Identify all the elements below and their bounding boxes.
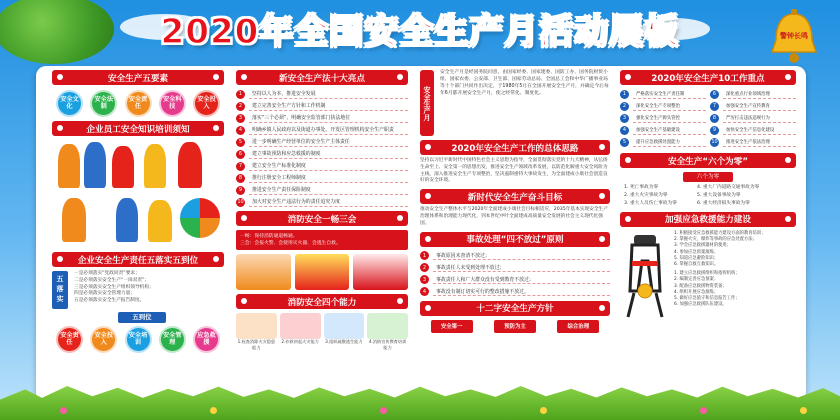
column-4 [620,70,796,321]
ten-focus-grid [620,89,796,149]
emergency-block [620,231,796,321]
flower-decoration [380,407,387,414]
twelve-words-row [420,320,610,333]
safety-month-block [420,70,610,136]
in-place-circle: 安全培训 [125,326,152,353]
emergency-line: 5. 知道应急避险知识； [674,255,719,261]
overall-idea-text: 坚持以习近平新时代中国特色社会主义思想为指导，全面贯彻落实党的十九大精神，从弘扬生命至上、安全第一的思想出发，推进安全生产领域改革发展，以防范化解重大安全风险为主线，深入推进安全生产专项整治，坚决遏制重特大事故发生，为全面建成小康社会创造良好的安全环境。 [420,158,608,184]
flower-decoration [700,407,707,414]
four-not-let-go-list [420,251,610,297]
element-circle: 安全责任 [125,90,152,117]
list-item: 5 提升应急救援处置能力 [620,137,706,147]
section-header-fire-four: 消防安全四个能力 [236,294,408,309]
flower-decoration [210,407,217,414]
list-item: 5 进一步明确生产经营单位的安全生产主体责任 [236,137,408,147]
section-header-emergency: 加强应急救援能力建设 [620,212,796,227]
in-place-circle: 安全责任 [56,326,83,353]
section-header-six-zero: 安全生产“六个为零” [620,153,796,168]
worker-illustration [84,142,106,188]
bell-icon [766,8,822,70]
ability-card: 1.检查消除火灾隐患能力 [236,313,277,351]
six-zero-grid [620,184,796,208]
safety-month-vertical: 安全生产月 [420,70,434,136]
emergency-line: 4. 参加应急预案演练； [674,249,719,255]
policy-tag: 预防为主 [494,320,536,333]
ability-card: 2.扑救初起火灾能力 [280,313,321,351]
list-item: 10 推进安全生产依法治理 [710,137,796,147]
responsibility-line: 三是必须落实安全生产组织领导机构； [74,284,154,290]
flower-decoration [540,407,547,414]
element-circle: 安全投入 [193,90,220,117]
list-item: 8 严厉打击违法违规行为 [710,113,796,123]
section-header-responsibility: 企业安全生产责任五落实五到位 [52,252,224,267]
side-label-char: 落 [56,285,64,293]
workers-illustration [52,140,224,250]
list-item: 7 加强安全生产宣传教育 [710,101,796,111]
in-place-circle: 安全管理 [159,326,186,353]
emergency-line: 6. 掌握自救互救知识。 [674,262,719,268]
list-item: 7 建立安全生产标准化制度 [236,161,408,171]
policy-tag: 安全第一 [431,320,473,333]
list-item: 4 明确乡镇人民政府以及街道办事处、开发区管理机构安全生产职责 [236,125,408,135]
emergency-line: 5. 做好应急值守和信息报告工作； [674,296,740,302]
emergency-line: 1. 积极接受应急救援能力建设方面的教育培训； [674,230,766,236]
element-circle: 安全法制 [90,90,117,117]
list-item: 9 推进安全生产责任保险制度 [236,185,408,195]
responsibility-line: 二是必须落实安全生产“一岗双责”； [74,277,150,283]
fire-scene-illustration [295,254,350,290]
element-circle: 安全科技 [159,90,186,117]
section-header-four-not-let-go: 事故处理“四不放过”原则 [420,232,610,247]
firefighter-illustration [236,254,291,290]
list-item: 9 加快安全生产信息化建设 [710,125,796,135]
safety-month-text: 安全生产月是经国务院同意，由国家经委、国家建委、国防工办、国务院财贸小组、国家农委、公安部、卫生部、国家劳动总局、全国总工会和中华广播事业局等十个部门共同作出决定，于1980年5月在全国开展安全生产月，并确定今后每年6月都开展安全生产月，使之经常化、制度化。 [440,70,609,96]
list-item: 6 建立事故预防和应急救援的制度 [236,149,408,159]
five-in-place-tag: 五到位 [118,312,166,323]
responsibility-lines [68,271,154,309]
harness-illustration [620,231,670,321]
responsibility-line: 一是必须落实“党政同责”要求； [74,271,140,276]
zero-item: 4. 重大厂内道路交通事故为零 [697,185,760,190]
four-abilities [236,313,408,351]
responsibility-block [52,271,224,309]
list-item: 10 加大对安全生产违法行为的责任追究力度 [236,197,408,207]
highlights-list [236,89,408,207]
column-2 [236,70,408,352]
grass-decoration [0,386,840,420]
section-header-training: 企业员工安全知识培训须知 [52,121,224,136]
list-item: 1 事故原因未查清不放过； [420,251,610,261]
list-item: 4 事故没有制订切实可行的整改措施不放过。 [420,287,610,297]
list-item: 2 建立完善安全生产方针和工作机制 [236,101,408,111]
in-place-circle: 应急救援 [193,326,220,353]
section-header-new-era-goal: 新时代安全生产奋斗目标 [420,189,610,204]
list-item: 3 事故责任人和广大群众没有受到教育不放过； [420,275,610,285]
side-label [52,271,68,309]
emergency-line: 3. 学会应急救援器材的使用； [674,243,732,249]
five-in-place-row [56,326,220,353]
policy-tag: 综合治理 [557,320,599,333]
fire-note-line: 三会：会报火警、会使用灭火器、会逃生自救。 [240,241,341,247]
zero-item: 5. 重大设备事故为零 [697,192,741,198]
fire-note-line: 一畅：保持消防通道畅通。 [240,234,298,239]
list-item: 6 深化重点行业领域治理 [710,89,796,99]
worker-illustration [62,198,86,242]
zero-item: 2. 重大火灾事故为零 [624,192,668,198]
bell-label: 警钟长鸣 [780,32,808,40]
zero-item: 6. 重大经济损失事故为零 [697,200,750,206]
fire-illustration [236,254,408,290]
five-elements-row [56,90,220,117]
section-header-ten-highlights: 新安全生产法十大亮点 [236,70,408,85]
list-item: 2 深化安全生产专项整治 [620,101,706,111]
emergency-line: 2. 编制完善应急预案； [674,277,719,283]
worker-illustration [178,142,202,188]
emergency-line: 3. 配备应急救援物资装备； [674,283,727,289]
ability-card: 3.组织疏散逃生能力 [324,313,365,351]
emergency-line: 2. 掌握火灾、爆炸等事故的应急处置方法； [674,237,757,243]
list-item: 3 落实“三个必须”，明确安全监管部门执法地位 [236,113,408,123]
list-item: 3 强化安全生产源头管控 [620,113,706,123]
section-header-fire-three: 消防安全一畅三会 [236,211,408,226]
emergency-line: 1. 建立应急救援组织和指挥机构； [674,271,740,277]
worker-illustration [144,144,166,188]
emergency-line: 6. 加强应急救援队伍建设。 [674,302,727,308]
worker-illustration [148,200,172,242]
list-item: 2 事故责任人未受到处理不放过； [420,263,610,273]
responsibility-line: 五是必须落实安全生产报告制度。 [74,298,145,304]
zero-item: 1. 死亡事故为零 [624,185,659,190]
ability-card: 4.消防宣传教育培训能力 [367,313,408,351]
emergency-line: 4. 组织开展应急演练； [674,289,719,295]
list-item: 1 坚持以人为本，推进安全发展 [236,89,408,99]
section-header-ten-focus: 2020年安全生产10工作重点 [620,70,796,85]
worker-illustration [116,198,138,242]
element-circle: 安全文化 [56,90,83,117]
list-item: 4 加强安全生产基础建设 [620,125,706,135]
section-header-overall-idea: 2020年安全生产工作的总体思路 [420,140,610,155]
zero-item: 3. 重大人员伤亡事故为零 [624,200,677,206]
worker-illustration [112,146,134,188]
training-diagram [180,198,220,238]
section-header-five-elements: 安全生产五要素 [52,70,224,85]
list-item: 8 推行注册安全工程师制度 [236,173,408,183]
flower-decoration [60,407,67,414]
responsibility-line: 四是必须落实安全管理力量； [74,291,135,297]
new-era-goal-text: 推动安全生产整体水平与2020年全面建成小康社会目标相适应，2035年基本实现安全生产治理体系和治理能力现代化，到本世纪中叶全面建成高质量安全发展的社会主义现代化强国。 [420,207,608,226]
column-1 [52,70,224,353]
worker-illustration [58,144,80,188]
page-title: 2020年全国安全生产月活动展板 [160,12,680,52]
column-3 [420,70,610,333]
section-header-twelve-words: 十二字安全生产方针 [420,301,610,316]
in-place-circle: 安全投入 [90,326,117,353]
fire-note [236,230,408,250]
side-label-char: 五 [56,275,64,283]
side-label-char: 实 [56,295,64,303]
six-zero-tag: 六个为零 [683,172,733,182]
list-item: 1 严格落实安全生产责任制 [620,89,706,99]
extinguisher-illustration [353,254,408,290]
emergency-lines [674,231,765,321]
flower-decoration [800,407,807,414]
